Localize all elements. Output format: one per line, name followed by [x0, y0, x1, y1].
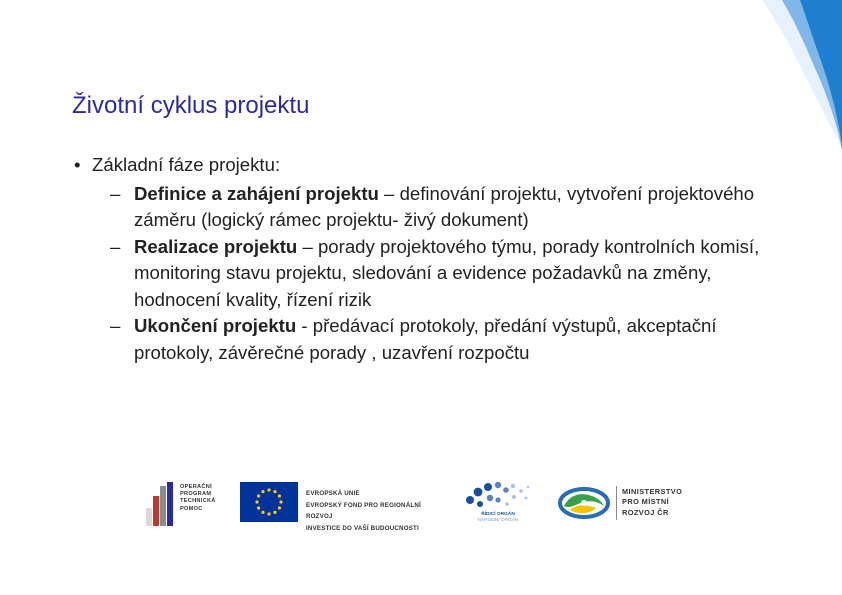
mmr-logo	[558, 478, 706, 530]
bullet-symbol: •	[74, 154, 81, 175]
phase-description: - předávací protokoly, předání výstupů, akceptační protokoly, závěrečné porady , uzavření rozpočtu	[134, 315, 717, 363]
phase-description: – porady projektového týmu, porady kontrolních komisí, monitoring stavu projektu, sledování a evidence požadavků na změny, hodnocení kvality, řízení rizik	[134, 235, 760, 310]
phase-name: Definice a zahájení projektu	[134, 182, 379, 204]
bullet-item	[74, 152, 774, 179]
dots-emblem-icon	[458, 478, 538, 512]
logo-strip	[146, 478, 706, 530]
ridici-organ-text: ŘÍDICÍ ORGÁN NÁRODNÍ ORGÁN	[477, 512, 519, 523]
ridici-organ-logo	[458, 478, 544, 530]
op-tp-logo	[146, 478, 230, 530]
mmr-separator	[616, 486, 617, 520]
corner-decoration	[762, 0, 842, 160]
sub-list	[74, 181, 774, 367]
slide-title: Životní cyklus projektu	[72, 92, 310, 119]
eu-flag-icon	[240, 482, 298, 522]
dash-marker: –	[110, 182, 121, 204]
op-bars-icon	[146, 482, 176, 526]
phase-definition	[74, 181, 774, 234]
phase-description: – definování projektu, vytvoření projektového záměru (logický rámec projektu- živý dokument)	[134, 182, 755, 230]
dash-marker: –	[110, 235, 121, 257]
eu-text: EVROPSKÁ UNIE EVROPSKÝ FOND PRO REGIONÁLNÍ ROZVOJ INVESTICE DO VAŠÍ BUDOUCNOSTI	[306, 490, 421, 532]
eu-logo	[240, 478, 430, 530]
slide-content	[74, 152, 774, 366]
phase-realization	[74, 234, 774, 314]
bullet-text: Základní fáze projektu:	[92, 154, 281, 175]
dash-marker: –	[110, 315, 121, 336]
op-tp-text: OPERAČNÍ PROGRAM TECHNICKÁ POMOC	[180, 484, 216, 512]
mmr-text: MINISTERSTVO PRO MÍSTNÍ ROZVOJ ČR	[622, 487, 683, 517]
phase-closure	[74, 313, 774, 366]
mmr-emblem-icon	[558, 486, 610, 520]
phase-name: Realizace projektu	[134, 235, 298, 257]
phase-name: Ukončení projektu	[134, 315, 297, 336]
